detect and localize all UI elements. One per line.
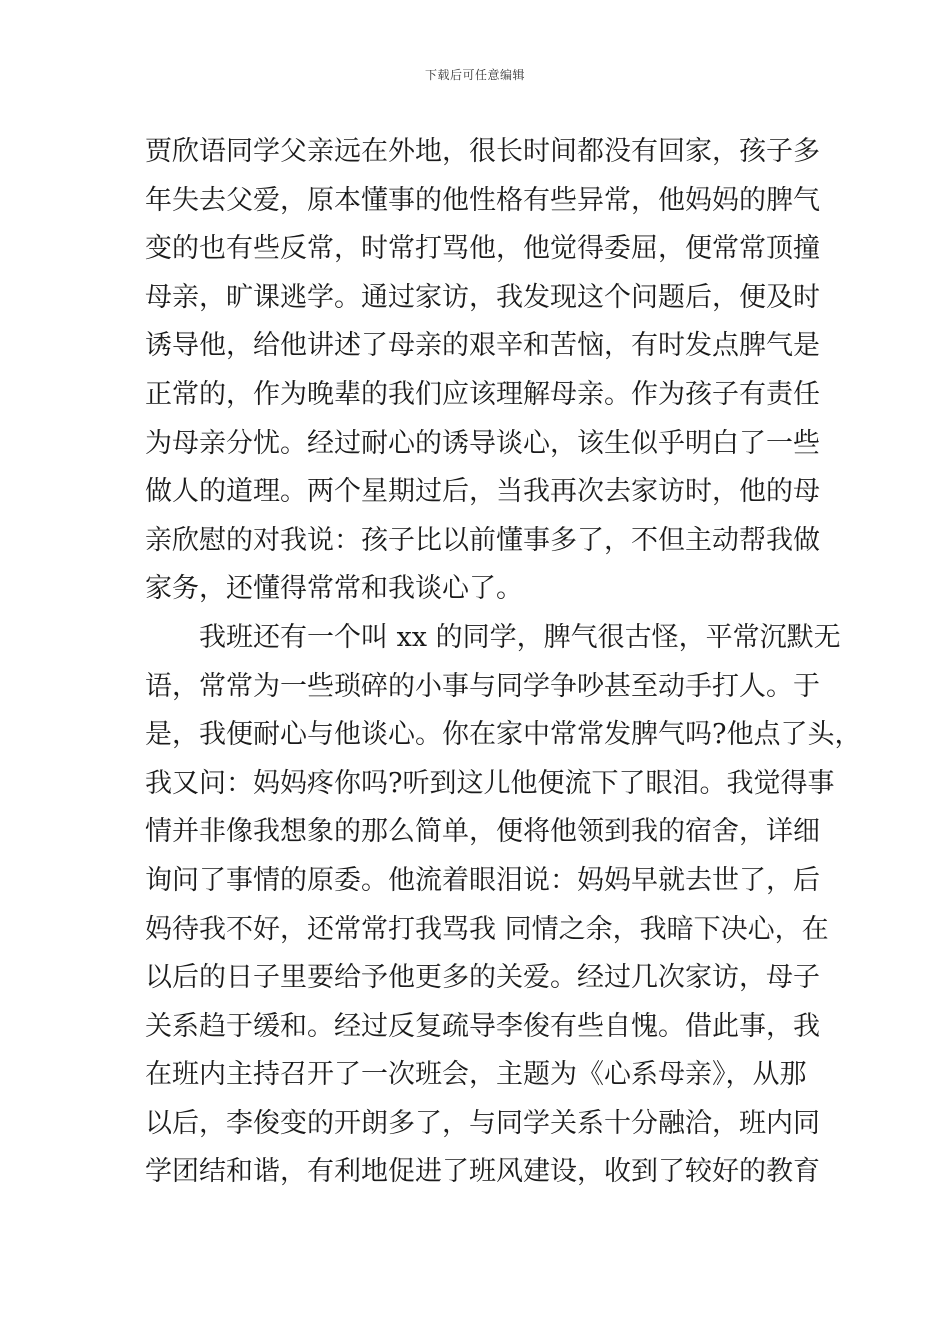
text-line: 妈待我不好，还常常打我骂我 同情之余，我暗下决心，在 [145,913,829,945]
text-line: 变的也有些反常，时常打骂他，他觉得委屈，便常常顶撞 [145,233,820,265]
text-line: 亲欣慰的对我说：孩子比以前懂事多了，不但主动帮我做 [145,524,820,556]
paragraph-2 [145,614,862,1197]
text-line: 家务，还懂得常常和我谈心了。 [145,573,523,605]
paragraph-1 [145,128,820,614]
text-line: 在班内主持召开了一次班会，主题为《心系母亲》，从那 [145,1059,807,1091]
text-line: 贾欣语同学父亲远在外地，很长时间都没有回家，孩子多 [145,136,820,167]
text-line: 正常的，作为晚辈的我们应该理解母亲。作为孩子有责任 [145,378,820,410]
text-line: 学团结和谐，有利地促进了班风建设，收到了较好的教育 [145,1156,820,1188]
text-line: 母亲，旷课逃学。通过家访，我发现这个问题后，便及时 [145,281,820,313]
text-line: 语，常常为一些琐碎的小事与同学争吵甚至动手打人。于 [145,670,820,702]
text-line: 情并非像我想象的那么简单，便将他领到我的宿舍，详细 [145,816,820,848]
text-line: 是，我便耐心与他谈心。你在家中常常发脾气吗?他点了头， [145,719,862,751]
text-line: 做人的道理。两个星期过后，当我再次去家访时，他的母 [145,476,820,508]
text-line: 诱导他，给他讲述了母亲的艰辛和苦恼，有时发点脾气是 [145,330,820,362]
page-header: 下载后可任意编辑 [424,68,525,82]
document-body [145,128,862,1197]
text-line: 我班还有一个叫 xx 的同学，脾气很古怪，平常沉默无 [199,621,841,653]
text-line: 年失去父爱，原本懂事的他性格有些异常，他妈妈的脾气 [145,184,820,216]
text-line: 以后的日子里要给予他更多的关爱。经过几次家访，母子 [145,962,820,994]
text-line: 关系趋于缓和。经过反复疏导李俊有些自愧。借此事，我 [145,1010,820,1042]
text-line: 我又问：妈妈疼你吗?听到这儿他便流下了眼泪。我觉得事 [145,767,835,799]
text-line: 以后，李俊变的开朗多了，与同学关系十分融洽，班内同 [145,1107,820,1139]
text-line: 询问了事情的原委。他流着眼泪说：妈妈早就去世了，后 [145,864,820,896]
text-line: 为母亲分忧。经过耐心的诱导谈心，该生似乎明白了一些 [145,427,820,459]
